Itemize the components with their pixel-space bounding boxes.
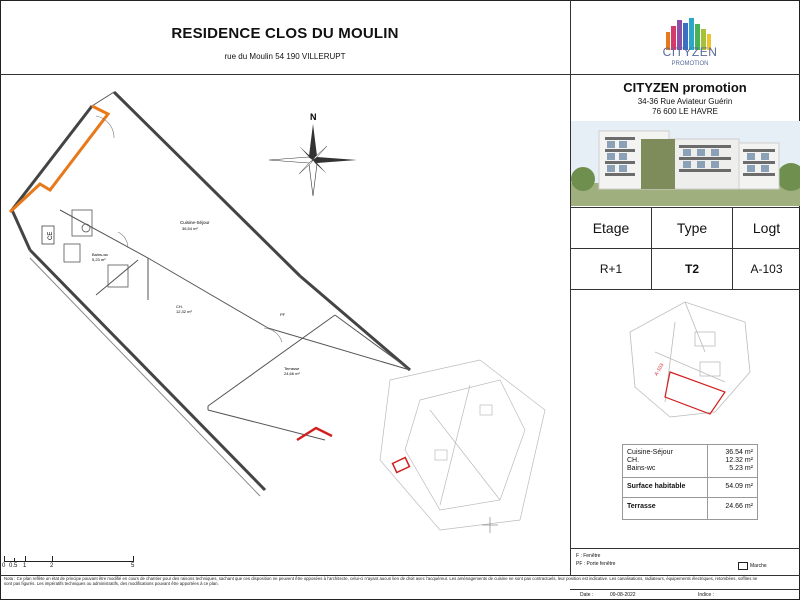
project-address: rue du Moulin 54 190 VILLERUPT [224,52,346,61]
north-arrow [269,112,357,196]
table-mid-line [570,248,800,249]
room-label-sejour: Cuisine-Séjour [627,449,673,456]
scale-bar [4,561,134,562]
surfaces-divider [707,445,708,519]
scale-label-2: 2 [50,563,54,569]
promoter-address-line1: 34-36 Rue Aviateur Guérin [637,97,733,106]
promoter-name: CITYZEN promotion [623,80,747,95]
habitable-value: 54.09 m² [725,483,753,490]
room-value-sejour: 36.54 m² [725,449,753,456]
legend-fenetre: F : Fenêtre [576,553,601,559]
plan-label-chambre: CH. [176,304,183,309]
scale-label-1: 1 [23,563,27,569]
scale-label-5: 5 [131,563,135,569]
scale-label-05: 0.5 [9,563,18,569]
header-underline [0,74,570,75]
scale-tick-5 [133,556,134,562]
plan-label-pf: PF [280,312,286,317]
legend-marche: Marche [750,563,767,569]
logo-name: CITYZEN [662,45,718,59]
room-value-ch: 12.32 m² [725,457,753,464]
date-value: 09-08-2022 [610,592,636,598]
header-etage: Etage [592,220,630,236]
habitable-label: Surface habitable [627,483,686,490]
plan-label-terrasse: Terrasse [284,366,300,371]
logo-underline [570,74,800,75]
table-bottom-line [570,289,800,290]
legend-top-line [570,548,800,549]
room-value-bains: 5.23 m² [729,465,753,472]
plan-area-terrasse: 24,66 m² [284,371,300,376]
plan-label-ce: CE [48,231,54,240]
terrace-label: Terrasse [627,503,656,510]
terrace-value: 24.66 m² [725,503,753,510]
scale-tick-05 [14,558,15,562]
legend-porte-fenetre: PF : Porte fenêtre [576,561,616,567]
surfaces-sep-2 [623,497,757,498]
date-label: Date : [580,592,594,598]
scale-tick-2 [52,556,53,562]
site-plan-unit-marker [393,458,410,473]
room-label-ch: CH. [627,457,640,464]
plan-area-chambre: 12,32 m² [176,309,192,314]
room-label-bains: Bains-wc [627,465,656,472]
page-title: RESIDENCE CLOS DU MOULIN [171,25,399,42]
header-logt: Logt [752,220,781,236]
footer-stamp-line [570,589,800,590]
plan-label-bains: Bains-wc [92,252,109,257]
site-plan [380,360,545,530]
promoter-address-line2: 76 600 LE HAVRE [652,107,718,116]
floor-plan [0,80,570,570]
surfaces-table [622,444,758,520]
north-label: N [310,112,317,122]
scale-tick-1 [25,556,26,562]
surfaces-sep-1 [623,477,757,478]
plan-area-sejour: 36,54 m² [182,226,198,231]
site-north-arrow [482,517,498,533]
building-photo [571,121,800,206]
plan-area-bains: 5,23 m² [92,257,106,262]
header-type: Type [676,220,708,236]
value-logt: A-103 [750,262,783,276]
logo-sub: PROMOTION [671,61,709,67]
plan-label-sejour: Cuisine-Séjour [180,220,210,225]
index-label: Indice : [698,592,715,598]
key-plan-unit-label: A-103 [653,362,666,377]
scale-tick-0 [4,556,5,562]
marche-symbol [738,562,748,570]
key-plan [575,292,795,432]
value-type: T2 [684,262,699,276]
scale-label-0: 0 [2,563,6,569]
footer-disclaimer: Nota : Ce plan reflète un état de principe pouvant être modifié en cours de chantier pour des raisons techniques, sachant que ces disposition ne peuvent être opposées à l'architecte, celui-ci n'ayant aucun lien de droit avec l'acquéreur. Les aménagements de cuisine ne sont pas contractuels, leur position est indicative. Les canalisations, radiateurs, équipements électriques, retombées, soffites ne sont pas figurés. Les impératifs techniques ou administratifs, des modifications pouvant être apportées à ce plan. [4,576,758,586]
value-etage: R+1 [599,262,623,276]
